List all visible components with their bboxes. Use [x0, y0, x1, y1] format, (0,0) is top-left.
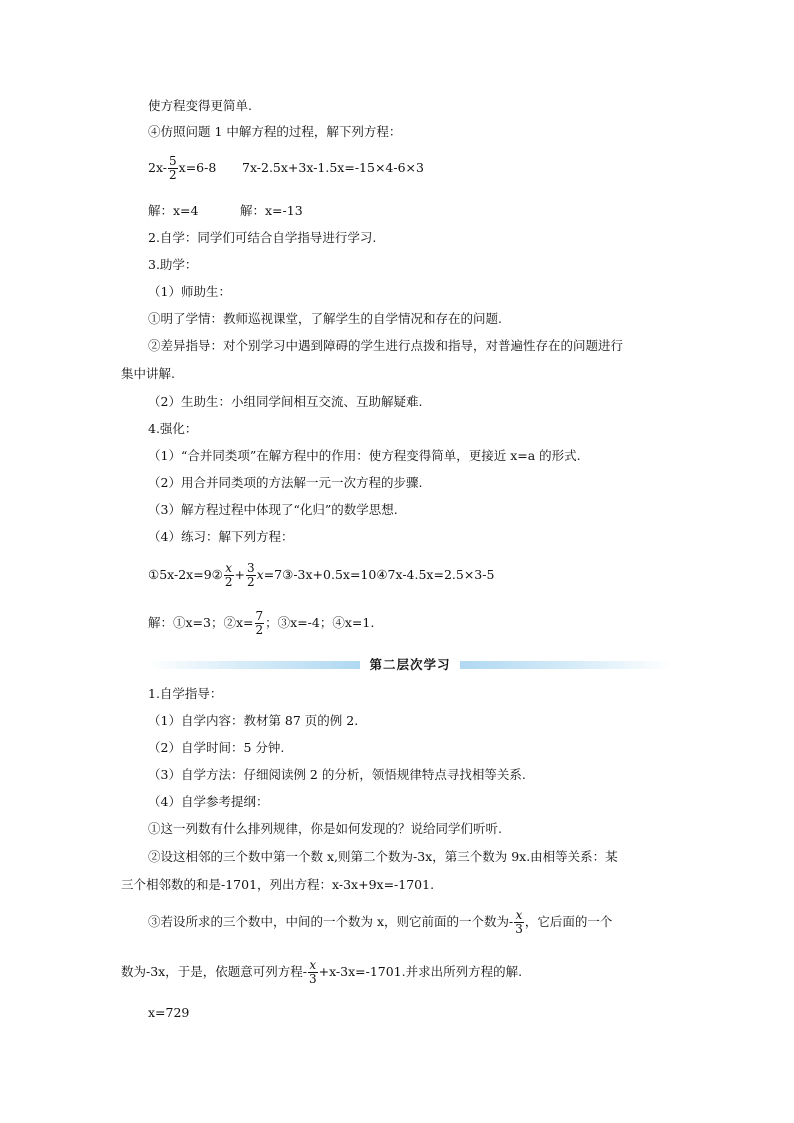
text-line: ④仿照问题 1 中解方程的过程，解下列方程： [148, 124, 402, 139]
equation-text: =7③-3x+0.5x=10④7x-4.5x=2.5×3-5 [263, 567, 495, 582]
text-line: 3.助学： [148, 257, 198, 272]
text-line: （2）生助生：小组同学间相互交流、互助解疑难. [148, 394, 423, 409]
text-line: （4）练习：解下列方程： [148, 529, 294, 544]
text-line: （3）解方程过程中体现了“化归”的数学思想. [148, 502, 398, 517]
equation-text: ①5x-2x=9② [148, 567, 223, 582]
answer-text: ；③x=-4；④x=1. [265, 615, 375, 630]
plus-sign: + [234, 567, 245, 582]
fraction [246, 562, 256, 589]
text-line: （1）师助生： [148, 284, 231, 299]
text-line: ①明了学情：教师巡视课堂，了解学生的自学情况和存在的问题. [148, 311, 502, 326]
text-line: （1）“合并同类项”在解方程中的作用：使方程变得简单，更接近 x=a 的形式. [148, 448, 581, 463]
text-line: （2）用合并同类项的方法解一元一次方程的步骤. [148, 475, 423, 490]
text-line: 使方程变得更简单. [148, 98, 252, 113]
solution-text: 解：x=4 [148, 203, 199, 218]
answer-line [148, 606, 374, 640]
equation-line [148, 151, 216, 185]
fraction-numerator: x [515, 908, 523, 922]
text-line: 集中讲解. [121, 366, 175, 381]
text-line [121, 956, 522, 988]
fraction-numerator: 7 [255, 609, 264, 623]
solution-text: x=729 [148, 1005, 190, 1020]
equation-text: x=6-8 [178, 160, 217, 175]
fraction-denominator: 2 [224, 575, 233, 589]
fraction-numerator: 5 [169, 154, 177, 168]
solution-text: 解：x=-13 [240, 203, 303, 218]
fraction-denominator: 2 [169, 168, 177, 182]
text-segment: ③若设所求的三个数中，中间的一个数为 x，则它前面的一个数为- [148, 914, 514, 929]
text-line: ②设这相邻的三个数中第一个数 x,则第二个数为-3x，第三个数为 9x.由相等关系：某 [148, 849, 618, 864]
section-banner [148, 657, 672, 673]
fraction-denominator: 3 [515, 922, 523, 936]
section-title: 第二层次学习 [360, 657, 460, 673]
fraction [255, 610, 265, 637]
text-line: （2）自学时间：5 分钟. [148, 740, 285, 755]
text-line: （1）自学内容：教材第 87 页的例 2. [148, 713, 359, 728]
fraction-denominator: 2 [255, 623, 264, 637]
text-line: ②差异指导：对个别学习中遇到障碍的学生进行点拨和指导，对普遍性存在的问题进行 [148, 338, 624, 353]
text-line: ①这一列数有什么排列规律，你是如何发现的？说给同学们听听. [148, 821, 502, 836]
text-segment: +x-3x=-1701.并求出所列方程的解. [318, 964, 523, 979]
text-line: 三个相邻数的和是-1701，列出方程：x-3x+9x=-1701. [121, 877, 435, 892]
text-line: 2.自学：同学们可结合自学指导进行学习. [148, 230, 377, 245]
answer-text: 解：①x=3；②x= [148, 615, 254, 630]
text-segment: 数为-3x，于是，依题意可列方程- [121, 964, 307, 979]
fraction-numerator: x [309, 958, 317, 972]
text-line: （4）自学参考提纲： [148, 794, 269, 809]
text-line [148, 906, 612, 938]
text-line: 1.自学指导： [148, 686, 223, 701]
fraction-denominator: 3 [308, 972, 317, 986]
fraction [308, 959, 318, 986]
text-segment: ，它后面的一个 [524, 914, 613, 929]
fraction [168, 155, 178, 182]
equation-text: 2x- [148, 160, 168, 175]
variable: x [256, 567, 264, 582]
text-line: （3）自学方法：仔细阅读例 2 的分析，领悟规律特点寻找相等关系. [148, 767, 526, 782]
equation-line [148, 557, 494, 593]
equation-line: 7x-2.5x+3x-1.5x=-15×4-6×3 [242, 160, 424, 175]
fraction-denominator: 2 [246, 575, 255, 589]
fraction [224, 562, 234, 589]
fraction-numerator: 3 [246, 561, 255, 575]
fraction-numerator: x [225, 561, 233, 575]
text-line: 4.强化： [148, 421, 198, 436]
fraction [514, 909, 524, 936]
